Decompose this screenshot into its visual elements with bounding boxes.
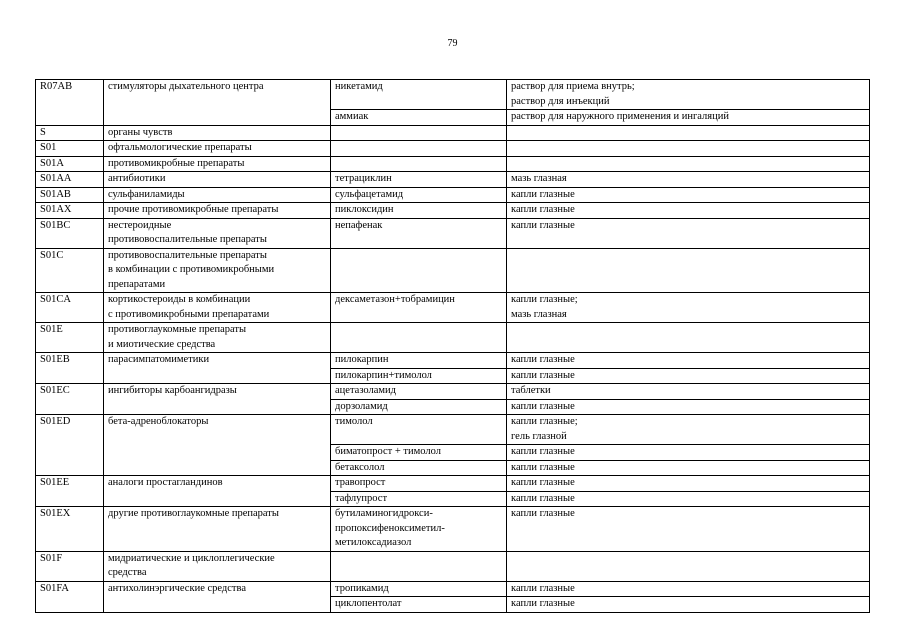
dosage-form-cell: капли глазные	[507, 353, 870, 369]
table-row	[36, 203, 870, 219]
table-row	[36, 581, 870, 597]
group-name-cell: другие противоглаукомные препараты	[104, 507, 331, 552]
table-row	[36, 353, 870, 369]
group-name-cell: бета-адреноблокаторы	[104, 415, 331, 476]
dosage-form-cell: капли глазные	[507, 218, 870, 248]
drug-name-cell: бетаксолол	[331, 460, 507, 476]
group-name-cell: антибиотики	[104, 172, 331, 188]
dosage-form-cell: капли глазные	[507, 507, 870, 552]
table-row	[36, 551, 870, 581]
drug-name-cell	[331, 141, 507, 157]
drug-name-cell	[331, 551, 507, 581]
dosage-form-cell: мазь глазная	[507, 172, 870, 188]
drug-name-cell: пиклоксидин	[331, 203, 507, 219]
group-name-cell: прочие противомикробные препараты	[104, 203, 331, 219]
dosage-form-cell	[507, 125, 870, 141]
group-name-cell: стимуляторы дыхательного центра	[104, 80, 331, 126]
dosage-form-cell: капли глазные	[507, 445, 870, 461]
drug-name-cell	[331, 125, 507, 141]
table-row	[36, 507, 870, 552]
drug-name-cell: ацетазоламид	[331, 384, 507, 400]
dosage-form-cell	[507, 156, 870, 172]
atc-code-cell: S01AB	[36, 187, 104, 203]
drug-name-cell	[331, 156, 507, 172]
group-name-cell: аналоги простагландинов	[104, 476, 331, 507]
drug-name-cell: бутиламиногидрокси- пропоксифеноксиметил- метилоксадиазол	[331, 507, 507, 552]
table-row	[36, 476, 870, 492]
drug-name-cell: дексаметазон+тобрамицин	[331, 293, 507, 323]
dosage-form-cell: капли глазные; мазь глазная	[507, 293, 870, 323]
dosage-form-cell: капли глазные	[507, 476, 870, 492]
atc-code-cell: S01FA	[36, 581, 104, 612]
table-row	[36, 141, 870, 157]
group-name-cell: нестероидные противовоспалительные препараты	[104, 218, 331, 248]
group-name-cell: противовоспалительные препараты в комбинации с противомикробными препаратами	[104, 248, 331, 293]
dosage-form-cell: таблетки	[507, 384, 870, 400]
atc-code-cell: S01A	[36, 156, 104, 172]
group-name-cell: кортикостероиды в комбинации с противомикробными препаратами	[104, 293, 331, 323]
drug-name-cell	[331, 323, 507, 353]
table-row	[36, 384, 870, 400]
group-name-cell: противоглаукомные препараты и миотические средства	[104, 323, 331, 353]
table-row	[36, 172, 870, 188]
drug-name-cell: травопрост	[331, 476, 507, 492]
dosage-form-cell: капли глазные; гель глазной	[507, 415, 870, 445]
table-row	[36, 187, 870, 203]
atc-code-cell: S01AA	[36, 172, 104, 188]
drug-name-cell: биматопрост + тимолол	[331, 445, 507, 461]
atc-code-cell: S01AX	[36, 203, 104, 219]
dosage-form-cell	[507, 141, 870, 157]
table-row	[36, 323, 870, 353]
dosage-form-cell: капли глазные	[507, 597, 870, 613]
dosage-form-cell: капли глазные	[507, 460, 870, 476]
dosage-form-cell: капли глазные	[507, 581, 870, 597]
drug-name-cell: аммиак	[331, 110, 507, 126]
table-row	[36, 293, 870, 323]
table-body	[36, 80, 870, 613]
table-row	[36, 248, 870, 293]
dosage-form-cell: раствор для приема внутрь; раствор для инъекций	[507, 80, 870, 110]
atc-code-cell: R07AB	[36, 80, 104, 126]
drug-name-cell: тропикамид	[331, 581, 507, 597]
group-name-cell: антихолинэргические средства	[104, 581, 331, 612]
page-number: 79	[447, 38, 458, 49]
atc-code-cell: S01	[36, 141, 104, 157]
group-name-cell: мидриатические и циклоплегические средства	[104, 551, 331, 581]
atc-code-cell: S	[36, 125, 104, 141]
drug-name-cell: тетрациклин	[331, 172, 507, 188]
atc-code-cell: S01ED	[36, 415, 104, 476]
dosage-form-cell: капли глазные	[507, 399, 870, 415]
group-name-cell: парасимпатомиметики	[104, 353, 331, 384]
drug-name-cell: тимолол	[331, 415, 507, 445]
drug-name-cell: сульфацетамид	[331, 187, 507, 203]
dosage-form-cell	[507, 323, 870, 353]
dosage-form-cell: раствор для наружного применения и ингаляций	[507, 110, 870, 126]
group-name-cell: органы чувств	[104, 125, 331, 141]
atc-code-cell: S01CA	[36, 293, 104, 323]
drug-name-cell: тафлупрост	[331, 491, 507, 507]
atc-code-cell: S01F	[36, 551, 104, 581]
atc-code-cell: S01BC	[36, 218, 104, 248]
atc-code-cell: S01EB	[36, 353, 104, 384]
table-row	[36, 80, 870, 110]
atc-code-cell: S01E	[36, 323, 104, 353]
table-row	[36, 218, 870, 248]
table-row	[36, 156, 870, 172]
atc-code-cell: S01EE	[36, 476, 104, 507]
drug-name-cell: никетамид	[331, 80, 507, 110]
group-name-cell: противомикробные препараты	[104, 156, 331, 172]
group-name-cell: офтальмологические препараты	[104, 141, 331, 157]
drug-name-cell: дорзоламид	[331, 399, 507, 415]
dosage-form-cell: капли глазные	[507, 203, 870, 219]
group-name-cell: ингибиторы карбоангидразы	[104, 384, 331, 415]
drug-name-cell: циклопентолат	[331, 597, 507, 613]
drug-name-cell: пилокарпин	[331, 353, 507, 369]
dosage-form-cell	[507, 248, 870, 293]
dosage-form-cell: капли глазные	[507, 368, 870, 384]
drug-name-cell	[331, 248, 507, 293]
table-row	[36, 125, 870, 141]
drug-name-cell: пилокарпин+тимолол	[331, 368, 507, 384]
atc-code-cell: S01C	[36, 248, 104, 293]
drug-name-cell: непафенак	[331, 218, 507, 248]
drug-classification-table	[35, 79, 870, 613]
dosage-form-cell: капли глазные	[507, 187, 870, 203]
atc-code-cell: S01EX	[36, 507, 104, 552]
group-name-cell: сульфаниламиды	[104, 187, 331, 203]
atc-code-cell: S01EC	[36, 384, 104, 415]
table-row	[36, 415, 870, 445]
dosage-form-cell: капли глазные	[507, 491, 870, 507]
dosage-form-cell	[507, 551, 870, 581]
